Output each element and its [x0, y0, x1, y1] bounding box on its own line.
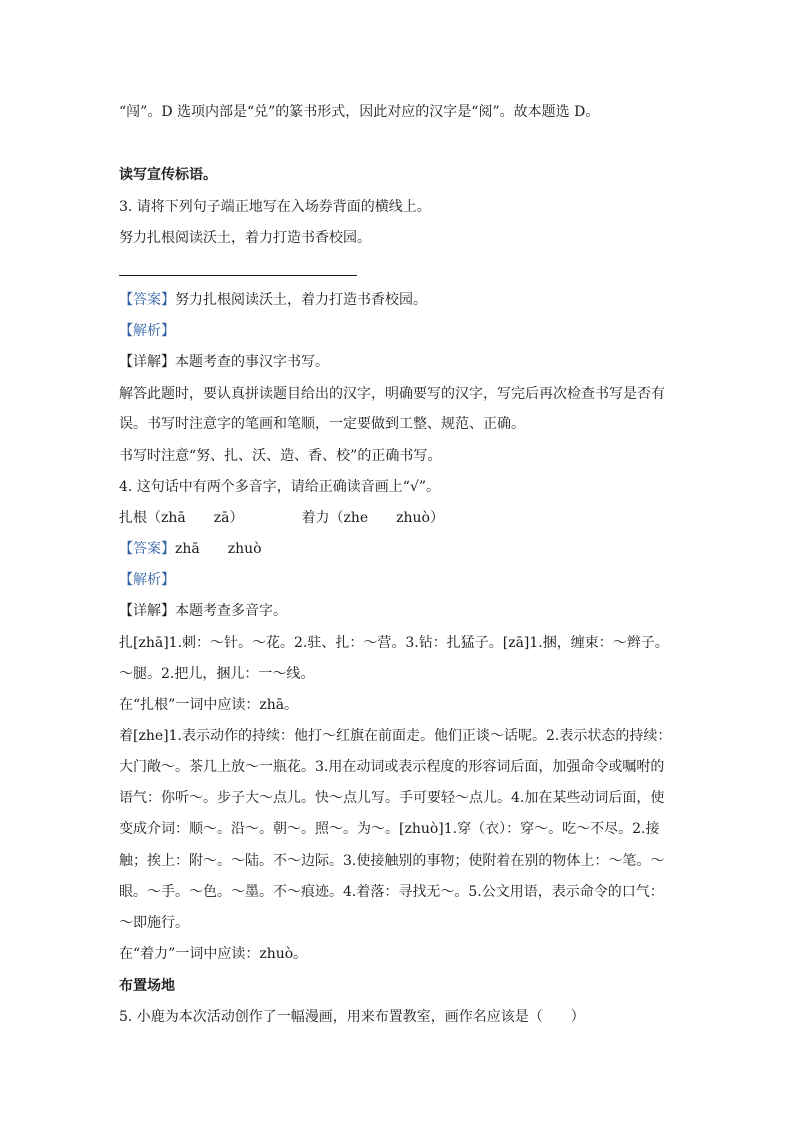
detail-text: 本题考查多音字。 — [175, 603, 287, 619]
detail-tag: 【详解】 — [119, 603, 175, 619]
detail-text: 本题考查的事汉字书写。 — [175, 354, 329, 370]
answer-value: zhā — [175, 541, 200, 557]
question-3-sentence: 努力扎根阅读沃土，着力打造书香校园。 — [119, 230, 371, 246]
text-line: 大门敞～。茶几上放～一瓶花。3.用在动词或表示程度的形容词后面，加强命令或嘱咐的 — [119, 759, 665, 775]
text-line: 着[zhe]1.表示动作的持续：他打～红旗在前面走。他们正谈～话呢。2.表示状态的持续： — [119, 728, 672, 744]
section-heading: 读写宣传标语。 — [119, 167, 217, 183]
text-line: 扎[zhā]1.刺：～针。～花。2.驻、扎：～营。3.钻：扎猛子。[zā]1.捆，缠束：～辫子。 — [119, 635, 669, 651]
answer-text: 努力扎根阅读沃土，着力打造书香校园。 — [175, 292, 427, 308]
text-line: 在“着力”一词中应读：zhuò。 — [119, 946, 308, 962]
analysis-tag: 【解析】 — [119, 572, 175, 588]
answer-tag: 【答案】 — [119, 292, 175, 308]
text-line: 书写时注意“努、扎、沃、造、香、校”的正确书写。 — [119, 448, 442, 464]
answer-value: zhuò — [227, 541, 262, 557]
section-heading: 布置场地 — [119, 978, 175, 994]
detail-line — [119, 601, 694, 621]
text-line: 解答此题时，要认真拼读题目给出的汉字，明确要写的汉字，写完后再次检查书写是否有 — [119, 386, 665, 402]
text-line: “闯”。D 选项内部是“兑”的篆书形式，因此对应的汉字是“阅”。故本题选 D。 — [119, 104, 600, 120]
question-4: 4. 这句话中有两个多音字，请给正确读音画上“√”。 — [119, 479, 441, 495]
option-zha-ga: 扎根（zhā zā） — [119, 510, 244, 526]
text-line: 触；挨上：附～。～陆。不～边际。3.使接触别的事物；使附着在别的物体上：～笔。～ — [119, 853, 665, 869]
text-line: 在“扎根”一词中应读：zhā。 — [119, 697, 299, 713]
detail-tag: 【详解】 — [119, 354, 175, 370]
answer-4 — [119, 539, 694, 559]
text-line: 语气：你听～。步子大～点儿。快～点儿写。手可要轻～点儿。4.加在某些动词后面，使 — [119, 790, 665, 806]
answer-blank-line — [119, 275, 357, 276]
text-line: ～腿。2.把儿，捆儿：一～线。 — [119, 666, 315, 682]
text-line: 变成介词：顺～。沿～。朝～。照～。为～。[zhuò]1.穿（衣）：穿～。吃～不尽。2.接 — [119, 821, 660, 837]
text-line: 眼。～手。～色。～墨。不～痕迹。4.着落：寻找无～。5.公文用语，表示命令的口气： — [119, 884, 664, 900]
question-5: 5. 小鹿为本次活动创作了一幅漫画，用来布置教室，画作名应该是（ ） — [119, 1009, 585, 1025]
answer-3 — [119, 290, 694, 310]
text-line: ～即施行。 — [119, 915, 189, 931]
question-3: 3. 请将下列句子端正地写在入场券背面的横线上。 — [119, 199, 431, 215]
question-4-options — [119, 508, 694, 528]
text-line: 误。书写时注意字的笔画和笔顺，一定要做到工整、规范、正确。 — [119, 416, 525, 432]
answer-tag: 【答案】 — [119, 541, 175, 557]
option-zhe-zhuo: 着力（zhe zhuò） — [301, 510, 444, 526]
detail-line — [119, 352, 694, 372]
analysis-tag: 【解析】 — [119, 323, 175, 339]
